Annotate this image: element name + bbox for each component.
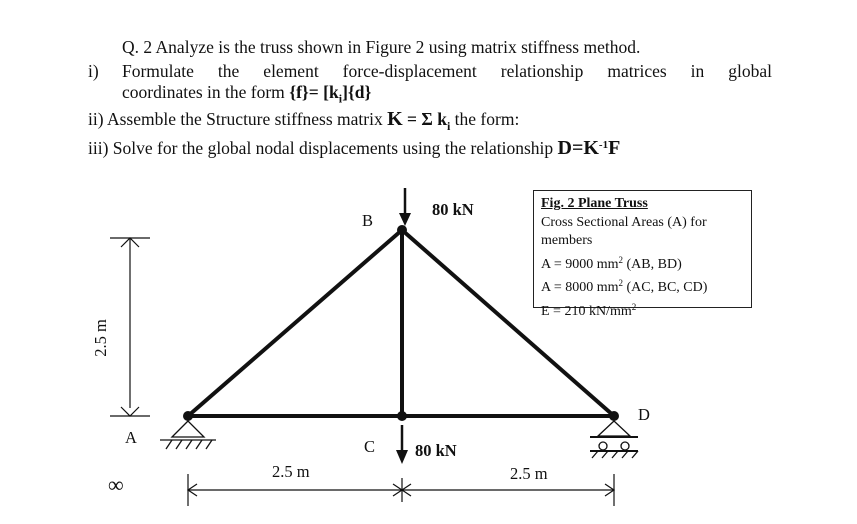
legend-line-2: members (541, 233, 593, 249)
roller-support-d (590, 421, 638, 458)
figure-legend (533, 190, 752, 319)
joint-b (397, 225, 407, 235)
question-title: Q. 2 Analyze is the truss shown in Figure 2 using matrix stiffness method. (122, 37, 641, 57)
pin-support-a (160, 421, 216, 449)
left-span-label: 2.5 m (272, 462, 310, 481)
load-label-bottom: 80 kN (415, 441, 457, 460)
item-2-text: Assemble the Structure stiffness matrix (106, 109, 388, 129)
joint-d (609, 411, 619, 421)
item-3-text: Solve for the global nodal displacements using the relationship (112, 138, 558, 158)
node-label-a: A (125, 428, 137, 447)
legend-area-1: A = 9000 $mm^2$ (AB, BD) (541, 254, 682, 272)
item-3-equation: $D=K^{-1}F$ (557, 137, 621, 159)
legend-line-1: Cross Sectional Areas (A) for (541, 214, 707, 230)
stray-mark: ∞ (108, 472, 124, 497)
load-arrow-bottom (396, 425, 408, 464)
load-label-top: 80 kN (432, 200, 474, 219)
item-1-form-prefix: coordinates in the form (122, 82, 290, 102)
joint-a (183, 411, 193, 421)
node-label-d: D (638, 405, 650, 424)
joint-c (397, 411, 407, 421)
height-dimension-label: 2.5 m (90, 319, 110, 357)
legend-area-2: A = 8000 $mm^2$ (AC, BC, CD) (541, 278, 708, 296)
item-2-number: ii) (88, 109, 104, 129)
span-dimension (188, 474, 614, 506)
item-3-number: iii) (88, 138, 109, 158)
member-ab (188, 230, 402, 416)
item-2: ii) Assemble the Structure stiffness matrix K = Σ $k_i$ the form: (88, 108, 520, 133)
legend-title: Fig. 2 Plane Truss (541, 196, 648, 211)
node-label-b: B (362, 211, 374, 230)
right-span-label: 2.5 m (510, 464, 548, 483)
item-2-equation: K = Σ $k_i$ (387, 108, 451, 133)
legend-modulus: E = 210 $kN/mm^2$ (541, 301, 637, 319)
load-arrow-top (399, 188, 411, 226)
item-1-number: i) (88, 61, 99, 81)
node-label-c: C (364, 437, 376, 456)
height-dimension (110, 238, 150, 416)
item-1-text: Formulate the element force-displacement relationship matrices in global (122, 61, 772, 81)
item-1-form-equation: $\{f\}= [k_i]\{d\}$ (289, 82, 372, 106)
